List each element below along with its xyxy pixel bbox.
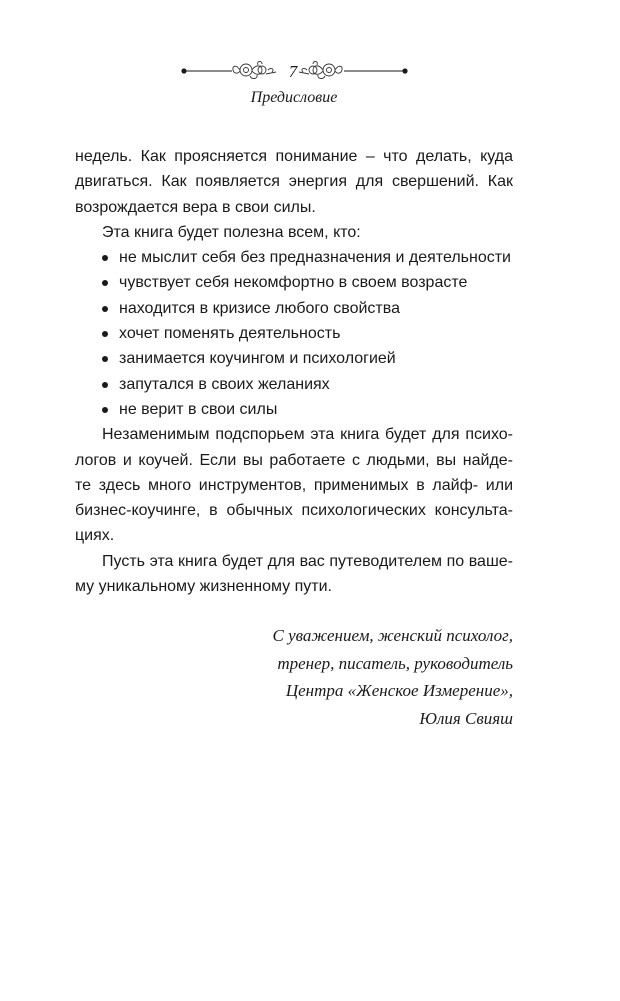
text-line: возрождается вера в свои силы. xyxy=(75,198,316,216)
page-header xyxy=(0,52,620,112)
text-line: циях. xyxy=(75,527,115,545)
list-item: чувствует себя некомфортно в своем возрасте xyxy=(75,270,513,295)
bullet-icon xyxy=(102,356,108,362)
bullet-icon xyxy=(102,407,108,413)
bullet-icon xyxy=(102,306,108,312)
text-line: те здесь много инструментов, применимых в лайф- или xyxy=(75,476,513,494)
signature-line: С уважением, женский психолог, xyxy=(272,626,513,645)
list-item: запутался в своих желаниях xyxy=(75,372,513,397)
signature-line: тренер, писатель, руководитель xyxy=(277,653,513,673)
bullet-icon xyxy=(102,255,108,261)
bullet-icon xyxy=(102,382,108,388)
bullet-icon xyxy=(102,331,108,337)
text-line: Пусть эта книга будет для вас путеводителем по ваше- xyxy=(102,552,513,570)
list-intro: Эта книга будет полезна всем, кто: xyxy=(102,223,361,241)
list-item: занимается коучингом и психологией xyxy=(75,346,513,371)
bullet-icon xyxy=(102,280,108,286)
text-line: Незаменимым подспорьем эта книга будет для психо- xyxy=(102,426,513,444)
text-line: недель. Как проясняется понимание – что делать, куда xyxy=(75,148,513,165)
bullet-list xyxy=(75,245,513,422)
signature-line: Центра «Женское Измерение», xyxy=(285,681,513,700)
text-line: логов и коучей. Если вы работаете с людьми, вы найде- xyxy=(75,451,513,469)
text-line: му уникальному жизненному пути. xyxy=(75,578,332,596)
list-item: хочет поменять деятельность xyxy=(75,321,513,346)
signature xyxy=(75,622,513,732)
signature-author: Юлия Свияш xyxy=(419,708,513,728)
floral-ornament-icon xyxy=(0,52,620,92)
page-number: 7 xyxy=(288,62,298,81)
text-line: бизнес-коучинге, в обычных психологических консульта- xyxy=(75,502,513,520)
text-line: двигаться. Как появляется энергия для свершений. Как xyxy=(75,173,513,191)
list-item: не верит в свои силы xyxy=(75,397,513,422)
body-text xyxy=(75,144,513,599)
running-head: Предисловие xyxy=(250,89,338,106)
list-item: не мыслит себя без предназначения и деятельности xyxy=(75,245,513,270)
list-item: находится в кризисе любого свойства xyxy=(75,296,513,321)
